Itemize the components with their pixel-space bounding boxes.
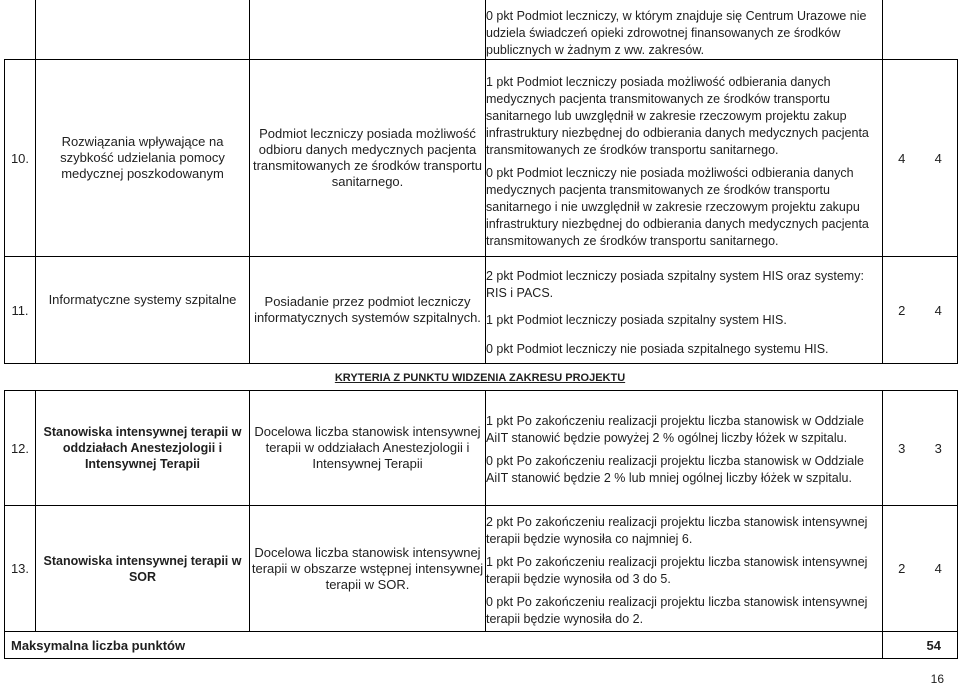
criteria-text: 0 pkt Po zakończeniu realizacji projektu liczba stanowisk intensywnej terapii będzie wynosiła do 2. — [486, 594, 868, 626]
score-weight: 4 — [934, 302, 942, 318]
score-value: 2 — [898, 561, 906, 576]
criteria-text: 1 pkt Po zakończeniu realizacji projektu liczba stanowisk w Oddziale AiIT stanowić będzie powyżej 2 % ogólnej liczby łóżek w szpitalu. — [486, 414, 864, 445]
max-points-label: Maksymalna liczba punktów — [5, 632, 883, 659]
criteria-text: 0 pkt Podmiot leczniczy, w którym znajduje się Centrum Urazowe nie udziela świadczeń opieki zdrowotnej finansowanych ze środków publicznych w żadnym z ww. zakresów. — [486, 9, 867, 57]
criteria-text: 0 pkt Podmiot leczniczy nie posiada możliwości odbierania danych medycznych pacjenta transmitowanych ze środków transportu sanitarnego i nie uwzględnił w zakresie rzeczowym projektu zakupu infrastruktury niezbędnej do odbierania danych medycznych pacjenta transmitowanych ze środków transportu sanitarnego. — [486, 166, 869, 248]
criteria-text: 0 pkt Po zakończeniu realizacji projektu liczba stanowisk w Oddziale AiIT stanowić będzie 2 % lub mniej ogólnej liczby łóżek w szpitalu. — [486, 454, 864, 485]
table-row — [5, 632, 958, 659]
page-number: 16 — [930, 672, 944, 686]
criterion-description: Podmiot leczniczy posiada możliwość odbioru danych medycznych pacjenta transmitowanych ze środków transportu sanitarnego. — [250, 60, 486, 257]
criterion-name: Rozwiązania wpływające na szybkość udzielania pomocy medycznej poszkodowanym — [36, 60, 250, 257]
score-value: 3 — [898, 440, 906, 456]
max-points-value: 54 — [883, 632, 958, 659]
criteria-text: 2 pkt Po zakończeniu realizacji projektu liczba stanowisk intensywnej terapii będzie wynosiła co najmniej 6. — [486, 514, 868, 546]
criteria-cell — [486, 391, 883, 506]
score-value: 2 — [898, 302, 906, 318]
section-banner: KRYTERIA Z PUNKTU WIDZENIA ZAKRESU PROJEKTU — [334, 372, 626, 384]
row-number: 11. — [5, 257, 36, 364]
criterion-name: Stanowiska intensywnej terapii w SOR — [36, 506, 250, 632]
score-cell — [883, 506, 958, 632]
criteria-text: 1 pkt Podmiot leczniczy posiada możliwość odbierania danych medycznych pacjenta transmitowanych ze środków transportu sanitarnego lub uwzględnił w zakresie rzeczowym projektu zakup infrastruktury niezbędnej do odbierania danych medycznych pacjenta transmitowanych ze środków transportu sanitarnego. — [486, 75, 869, 157]
row-number: 12. — [5, 391, 36, 506]
row-number: 10. — [5, 60, 36, 257]
criterion-name: Informatyczne systemy szpitalne — [36, 257, 250, 364]
criteria-table-bottom — [4, 390, 958, 659]
score-weight: 4 — [934, 150, 942, 166]
criteria-cell — [486, 506, 883, 632]
score-cell — [883, 257, 958, 364]
criteria-cell — [486, 0, 883, 60]
criterion-description: Posiadanie przez podmiot leczniczy informatycznych systemów szpitalnych. — [250, 257, 486, 364]
score-weight: 4 — [934, 561, 942, 576]
score-value: 4 — [898, 150, 906, 166]
table-row — [5, 506, 958, 632]
score-cell — [883, 60, 958, 257]
table-row — [5, 60, 958, 257]
criteria-table-top — [4, 0, 958, 364]
criteria-text: 0 pkt Podmiot leczniczy nie posiada szpitalnego systemu HIS. — [486, 341, 829, 356]
criteria-text: 1 pkt Podmiot leczniczy posiada szpitalny system HIS. — [486, 312, 787, 327]
row-number: 13. — [5, 506, 36, 632]
table-row — [5, 0, 958, 60]
criterion-description: Docelowa liczba stanowisk intensywnej terapii w oddziałach Anestezjologii i Intensywnej Terapii — [250, 391, 486, 506]
score-weight: 3 — [934, 440, 942, 456]
criteria-text: 1 pkt Po zakończeniu realizacji projektu liczba stanowisk intensywnej terapii będzie wynosiła od 3 do 5. — [486, 554, 868, 586]
criteria-text: 2 pkt Podmiot leczniczy posiada szpitalny system HIS oraz systemy: RIS i PACS. — [486, 268, 864, 300]
score-cell — [883, 391, 958, 506]
table-row — [5, 257, 958, 364]
criterion-description: Docelowa liczba stanowisk intensywnej terapii w obszarze wstępnej intensywnej terapii w SOR. — [250, 506, 486, 632]
table-row — [5, 391, 958, 506]
criterion-name: Stanowiska intensywnej terapii w oddziałach Anestezjologii i Intensywnej Terapii — [36, 391, 250, 506]
criteria-cell — [486, 60, 883, 257]
criteria-cell — [486, 257, 883, 364]
